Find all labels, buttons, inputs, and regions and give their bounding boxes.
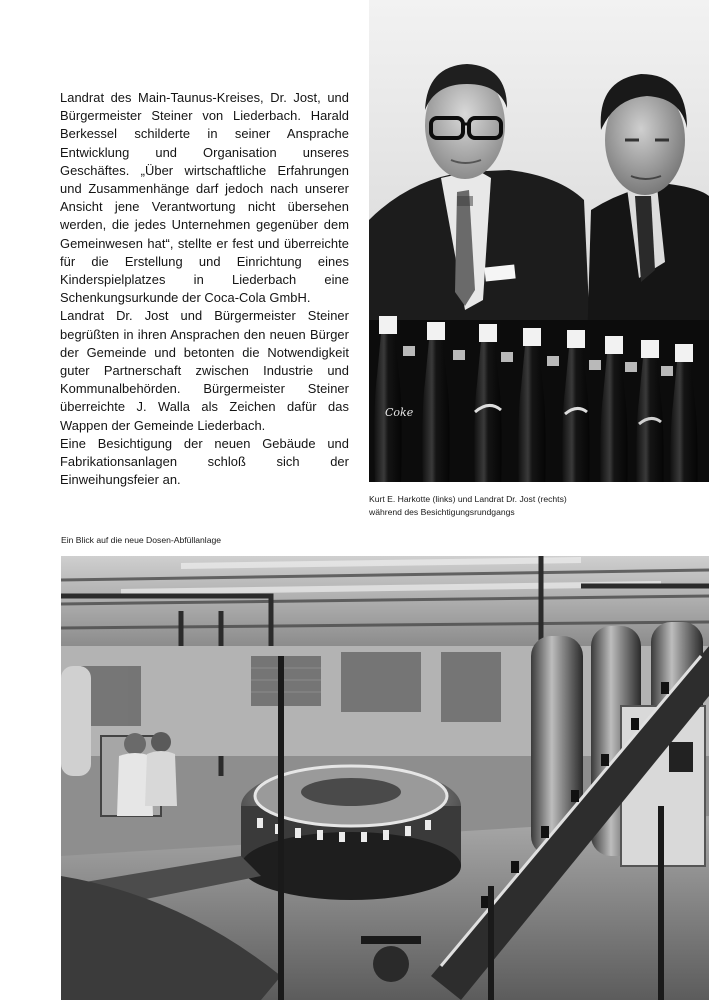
photo-top-caption-line-2: während des Besichtigungsrundgangs (369, 506, 515, 517)
photo-can-filling-plant (61, 556, 709, 1000)
photo-top-caption-line-1: Kurt E. Harkotte (links) und Landrat Dr. Jost (rechts) (369, 494, 567, 504)
photo-bottom-caption: Ein Blick auf die neue Dosen-Abfüllanlage (61, 535, 222, 545)
article-paragraph-3: Eine Besichtigung der neuen Gebäude und Fabrikationsanlagen schloß sich der Einweihungsfeier an. (60, 435, 349, 488)
photo-top-caption (369, 493, 689, 518)
article-paragraph-2: Landrat Dr. Jost und Bürgermeister Steiner begrüßten in ihren Ansprachen den neuen Bürger der Gemeinde und betonten die Notwendigkeit guter Partnerschaft zwischen Industrie und Kommunalbehörden. Bürgermeister Steiner überreichte J. Walla als Zeichen dafür das Wappen der Gemeinde Liederbach. (60, 308, 349, 433)
article-body (60, 89, 349, 489)
article-paragraph-1: Landrat des Main-Taunus-Kreises, Dr. Jost, und Bürgermeister Steiner von Liederbach. Harald Berkessel schilderte in seiner Ansprache Entwicklung und Organisation unseres Geschäftes. „Über wirtschaftliche Erfahrungen und Zusammenhänge darf jedoch nach unserer Ansicht jene Verantwortung nicht übersehen werden, die jedes Unternehmen gegenüber dem Gemeinwesen hat“, stellte er fest und überreichte für die Erstellung und Einrichtung eines Kinderspielplatzes in Liederbach eine Schenkungsurkunde der Coca-Cola GmbH. (60, 90, 349, 306)
photo-men-illustration (369, 0, 709, 482)
photo-plant-illustration (61, 556, 709, 1000)
photo-men-with-bottles (369, 0, 709, 482)
bottle-label: Coke (385, 406, 414, 419)
